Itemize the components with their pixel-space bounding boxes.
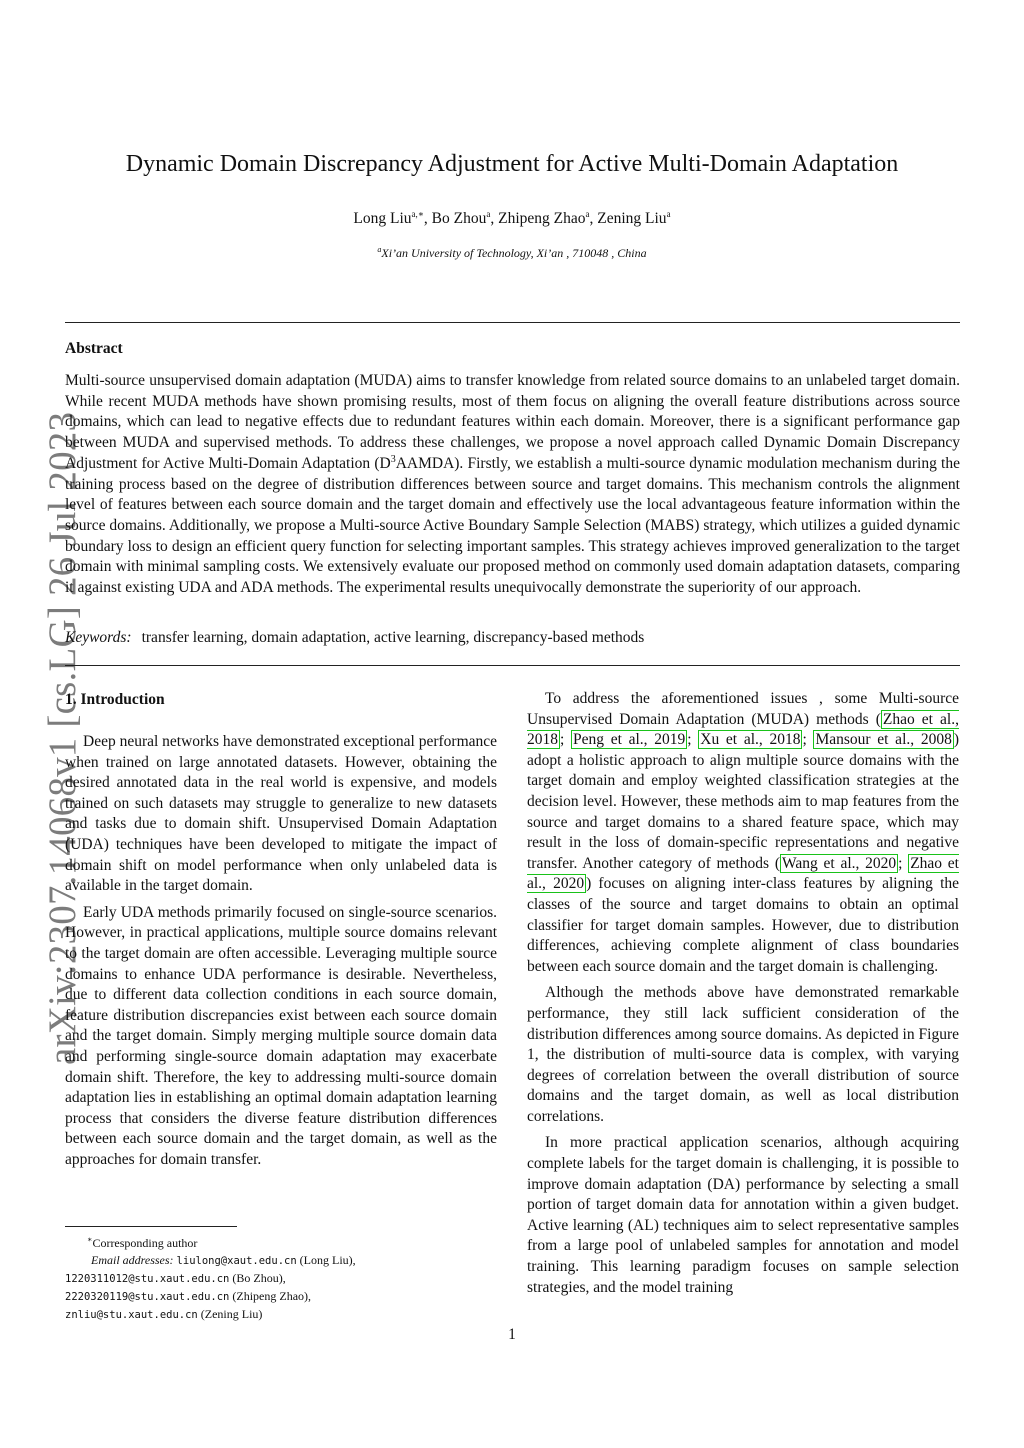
- email-link[interactable]: znliu@stu.xaut.edu.cn: [65, 1309, 198, 1321]
- author: Long Liu$^{a,∗}$,: [353, 209, 432, 227]
- intro-paragraph-2: Early UDA methods primarily focused on single-source scenarios. However, in practical applications, multiple source domains relevant to the target domain are often accessible. Leveraging multiple source domains to enhance UDA performance is desirable. Nevertheless, due to different data collection conditions in each source domain, feature distribution discrepancies exist between each source domain and the target domain. Simply merging multiple source domain data and performing single-source domain adaptation may exacerbate domain shift. Therefore, the key to addressing multi-source domain adaptation lies in establishing an optimal domain adaptation learning process that considers the diverse feature distribution differences between each source domain and the target domain, as well as the approaches for domain transfer.: [65, 903, 497, 1168]
- divider-bottom: [65, 665, 960, 666]
- email-line: znliu@stu.xaut.edu.cn (Zening Liu): [65, 1307, 263, 1321]
- paper-title: Dynamic Domain Discrepancy Adjustment for Active Multi-Domain Adaptation: [125, 151, 899, 177]
- email-link[interactable]: 1220311012@stu.xaut.edu.cn: [65, 1273, 230, 1285]
- abstract-heading: Abstract: [65, 340, 123, 357]
- citation-link[interactable]: Xu et al., 2018: [700, 731, 801, 749]
- email-addresses-line: Email addresses: liulong@xaut.edu.cn (Long Liu),: [91, 1253, 356, 1267]
- corresponding-author-note: ∗Corresponding author: [87, 1235, 198, 1250]
- page-number: 1: [508, 1326, 516, 1343]
- section-heading-introduction: 1. Introduction: [65, 691, 165, 708]
- email-link[interactable]: liulong@xaut.edu.cn: [176, 1255, 297, 1267]
- author-list: [0, 209, 1024, 228]
- intro-paragraph-1: Deep neural networks have demonstrated exceptional performance when trained on large annotated datasets. However, obtaining the desired annotated data in the real world is expensive, and models trained on such datasets may struggle to generalize to new datasets and tasks due to domain shift. Unsupervised Domain Adaptation (UDA) techniques have been developed to mitigate the impact of domain shift on model performance when only unlabeled data is available in the target domain.: [65, 733, 498, 895]
- footnote-rule: [65, 1226, 237, 1227]
- divider-top: [65, 322, 960, 323]
- right-paragraph-1: To address the aforementioned issues , some Multi-source Unsupervised Domain Adaptation (MUDA) methods ( Zhao et al., 2018 ; Peng et al., 2019 ; Xu et al., 2018 ; Mansour et al., 2008 ) adopt a holistic approach to align multiple source domains with the target domain and employ weighted classification strategies at the decision level. However, these methods aim to map features from the source and target domains to a shared feature space, which may result in the loss of domain-specific representations and negative transfer. Another category of methods ( Wang et al., 2020 ; Zhao et al., 2020 ) focuses on aligning inter-class features by aligning the classes of the source and target domains to obtain an optimal classifier for target domain samples. However, due to distribution differences, achieving complete alignment of class boundaries between each source domain and the target domain is challenging.: [527, 690, 960, 975]
- keywords-label: Keywords:: [65, 629, 132, 646]
- citation-link[interactable]: Wang et al., 2020: [782, 854, 897, 872]
- author: Zening Liu$^a$: [597, 209, 671, 227]
- author: Zhipeng Zhao$^a$,: [498, 209, 598, 227]
- keywords: [65, 629, 644, 647]
- email-line: 2220320119@stu.xaut.edu.cn (Zhipeng Zhao),: [65, 1289, 312, 1303]
- footnote: [65, 1231, 495, 1324]
- right-paragraph-2: Although the methods above have demonstrated remarkable performance, they still lack sufficient consideration of the distribution differences among source domains. As depicted in Figure 1, the distribution of multi-source data is complex, with varying degrees of correlation between the overall distribution of source domains and the target domain, as well as local distribution correlations.: [527, 984, 959, 1125]
- abstract-body: Multi-source unsupervised domain adaptation (MUDA) aims to transfer knowledge from related source domains to an unlabeled target domain. While recent MUDA methods have shown promising results, most of them focus on aligning the overall feature distributions across source domains, which can lead to negative effects due to redundant features within each domain. Moreover, there is a significant performance gap between MUDA and supervised methods. To address these challenges, we propose a novel approach called Dynamic Domain Discrepancy Adjustment for Active Multi-Domain Adaptation $(D^3AAMDA)$. Firstly, we establish a multi-source dynamic modulation mechanism during the training process based on the degree of distribution differences between source and target domains. This mechanism controls the alignment level of features between each source domain and the target domain and effectively use the local advantageous feature information within the source domains. Additionally, we propose a Multi-source Active Boundary Sample Selection (MABS) strategy, which utilizes a guided dynamic boundary loss to design an efficient query function for selecting important samples. This strategy achieves improved generalization to the target domain with minimal sampling costs. We extensively evaluate our proposed method on commonly used domain adaptation datasets, comparing it against existing UDA and ADA methods. The experimental results unequivocally demonstrate the superiority of our approach.: [65, 372, 960, 597]
- citation-link[interactable]: Zhao et al., 2018: [527, 710, 959, 749]
- right-paragraph-3: In more practical application scenarios, although acquiring complete labels for the target domain is challenging, it is possible to improve domain adaptation (DA) performance by selecting a small portion of target domain data for annotation within a given budget. Active learning (AL) techniques aim to select representative samples from a large pool of unlabeled samples for annotation and model training. This learning paradigm focuses on sample selection strategies, and the model training: [527, 1134, 959, 1296]
- email-link[interactable]: 2220320119@stu.xaut.edu.cn: [65, 1291, 230, 1303]
- affiliation: $^a$Xi’an University of Technology, Xi’an , 710048 , China: [377, 245, 647, 260]
- right-column: [527, 689, 959, 1304]
- arxiv-identifier-stamp: arXiv:2307.14068v1 [cs.LG] 26 Jul 2023: [41, 411, 84, 1065]
- keywords-text: transfer learning, domain adaptation, active learning, discrepancy-based methods: [141, 629, 645, 646]
- left-column: [65, 689, 497, 1176]
- author: Bo Zhou$^a$,: [431, 209, 499, 227]
- citation-link[interactable]: Peng et al., 2019: [573, 731, 686, 749]
- email-line: 1220311012@stu.xaut.edu.cn (Bo Zhou),: [65, 1271, 286, 1285]
- citation-link[interactable]: Mansour et al., 2008: [815, 731, 952, 749]
- citation-link[interactable]: Zhao et al., 2020: [527, 854, 959, 893]
